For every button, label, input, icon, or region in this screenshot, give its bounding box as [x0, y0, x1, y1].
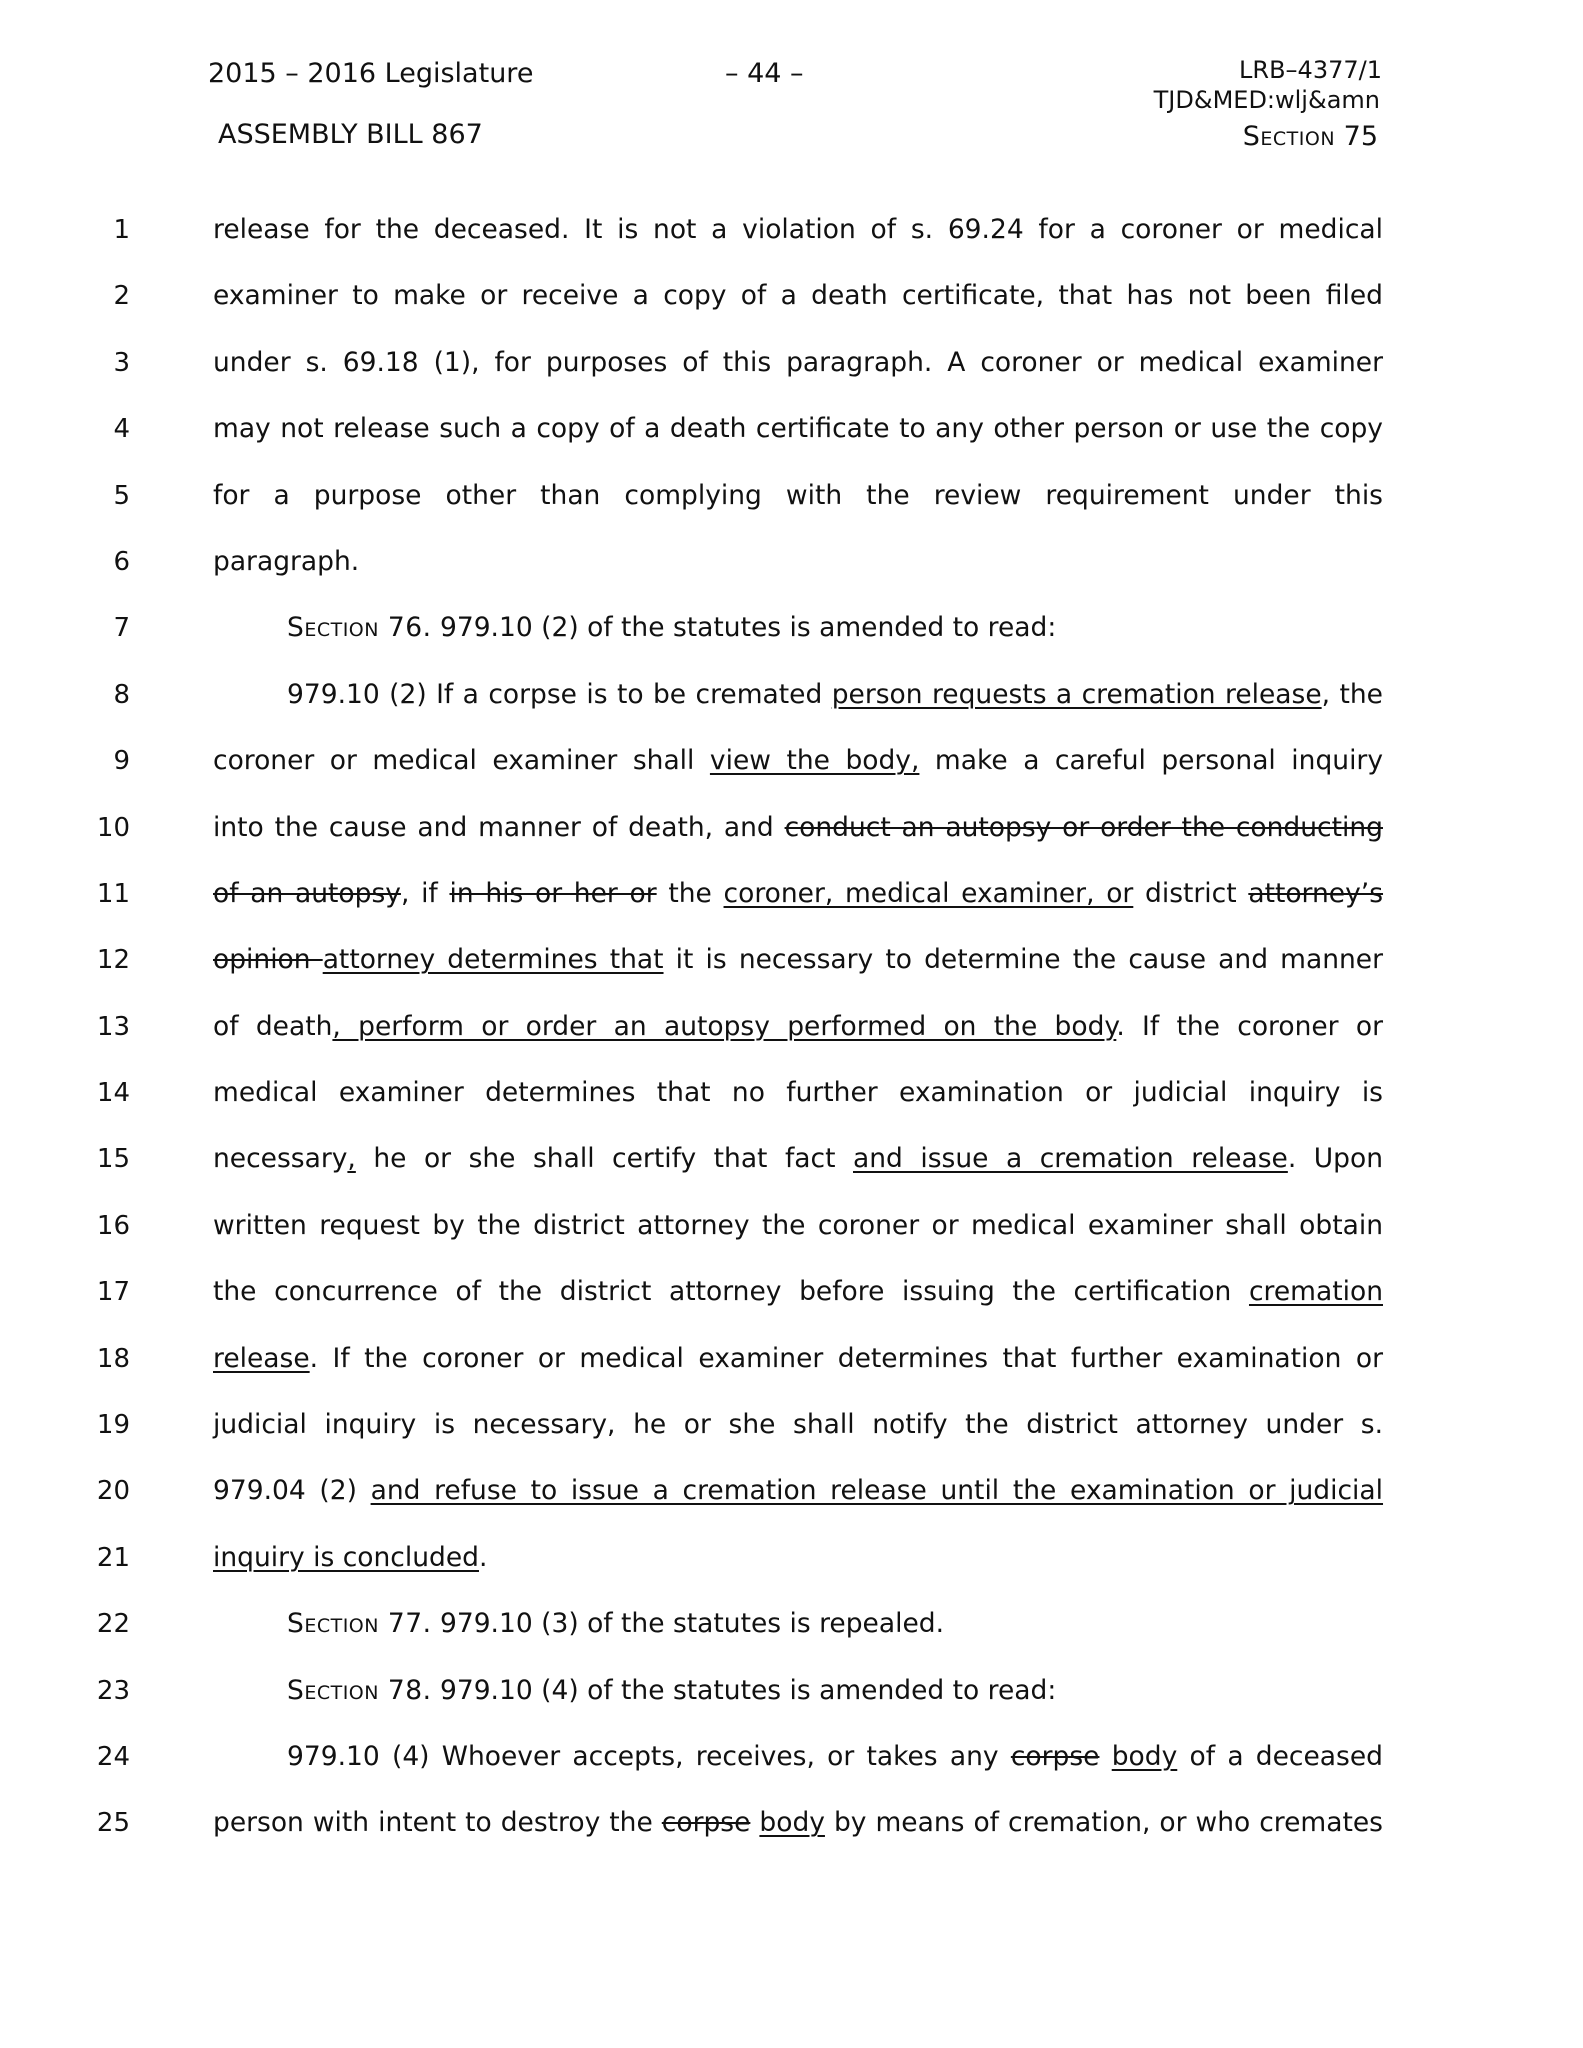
line-text [213, 1609, 1383, 1639]
line-number: 15 [96, 1144, 130, 1175]
deleted-text: of an autopsy [213, 877, 401, 909]
text-segment: . If the coroner or [1116, 1010, 1383, 1042]
line-text [213, 680, 1383, 710]
line-text [213, 1476, 1383, 1506]
line-text [213, 547, 1383, 577]
text-segment: 979.10 (4) Whoever accepts, receives, or takes any [287, 1740, 1011, 1772]
text-segment: 979.10 (4) of the statutes is amended to read: [431, 1674, 1057, 1706]
inserted-text: and issue a cremation release [853, 1143, 1288, 1175]
text-line [0, 680, 1583, 746]
lrb-number: LRB–4377/1 [1239, 56, 1382, 84]
text-line [0, 1078, 1583, 1144]
text-line [0, 613, 1583, 679]
text-line [0, 348, 1583, 414]
deleted-text: corpse [661, 1807, 751, 1839]
text-line [0, 1144, 1583, 1210]
line-number: 1 [113, 215, 130, 245]
text-segment: he or she shall certify that fact [355, 1143, 853, 1175]
inserted-text: and refuse to issue a cremation release until the examination or judicial [370, 1475, 1384, 1507]
inserted-text: inquiry is concluded [213, 1541, 479, 1573]
line-number: 19 [96, 1410, 130, 1441]
line-text [213, 879, 1383, 909]
text-segment: examiner to make or receive a copy of a death certificate, that has not been filed [213, 280, 1383, 312]
page-number: – 44 – [725, 58, 804, 89]
text-segment: under s. 69.18 (1), for purposes of this paragraph. A coroner or medical examiner [213, 346, 1383, 378]
section-label: Section 76. [287, 612, 432, 644]
line-text [213, 1211, 1383, 1241]
line-text [213, 1742, 1383, 1772]
line-text [213, 1277, 1383, 1307]
text-line [0, 414, 1583, 480]
inserted-text: , perform or order an autopsy performed on the body [332, 1010, 1117, 1042]
text-segment: written request by the district attorney the coroner or medical examiner shall obtain [213, 1209, 1383, 1241]
text-segment: medical examiner determines that no further examination or judicial inquiry is [213, 1077, 1383, 1109]
line-number: 12 [96, 945, 130, 976]
line-text [213, 1078, 1383, 1108]
line-number: 2 [113, 281, 130, 312]
text-line [0, 1476, 1583, 1542]
deleted-text: attorney’s [1248, 877, 1384, 909]
text-line [0, 1808, 1583, 1874]
line-number: 6 [113, 546, 130, 577]
text-segment: into the cause and manner of death, and [213, 811, 785, 843]
section-word: Section [1242, 121, 1336, 152]
text-line [0, 1609, 1583, 1675]
bill-text-body [0, 215, 1583, 1875]
text-line [0, 1277, 1583, 1343]
text-segment: make a careful personal inquiry [919, 745, 1384, 777]
line-number: 11 [96, 878, 130, 909]
text-segment: paragraph. [213, 545, 360, 577]
line-text [213, 746, 1383, 776]
inserted-text: person requests a cremation release [831, 678, 1322, 710]
section-header [1243, 123, 1378, 150]
text-segment: district [1133, 877, 1249, 909]
text-segment: , the [1321, 678, 1383, 710]
text-segment: the concurrence of the district attorney before issuing the certification [213, 1276, 1249, 1308]
text-line [0, 879, 1583, 945]
text-segment: coroner or medical examiner shall [213, 745, 710, 777]
text-segment: , if [400, 877, 450, 909]
text-line [0, 1676, 1583, 1742]
section-label: Section 78. [287, 1674, 432, 1706]
text-segment: necessary [213, 1143, 348, 1175]
line-text [213, 1410, 1383, 1440]
line-text [213, 813, 1383, 843]
inserted-text: coroner, medical examiner, or [723, 877, 1134, 909]
line-text [213, 414, 1383, 444]
text-segment: 979.10 (3) of the statutes is repealed. [431, 1608, 944, 1640]
text-segment: for a purpose other than complying with the review requirement under this [213, 479, 1383, 511]
text-line [0, 1543, 1583, 1609]
line-number: 9 [113, 746, 130, 777]
line-number: 5 [113, 480, 130, 511]
line-text [213, 613, 1383, 643]
text-line [0, 281, 1583, 347]
text-segment: person with intent to destroy the [213, 1807, 662, 1839]
inserted-text: attorney determines that [322, 944, 664, 976]
line-number: 4 [113, 414, 130, 445]
line-number: 3 [113, 347, 130, 378]
legislature-session: 2015 – 2016 Legislature [208, 58, 534, 89]
deleted-text: in his or her or [449, 877, 657, 909]
line-text [213, 281, 1383, 311]
text-segment: 979.04 (2) [213, 1475, 371, 1507]
text-line [0, 746, 1583, 812]
text-line [0, 1211, 1583, 1277]
text-segment: of a deceased [1177, 1740, 1383, 1772]
text-segment: . Upon [1287, 1143, 1384, 1175]
line-number: 8 [113, 679, 130, 710]
line-text [213, 348, 1383, 378]
section-label: Section 77. [287, 1608, 432, 1640]
line-text [213, 1144, 1383, 1174]
text-line [0, 481, 1583, 547]
line-text [213, 1543, 1383, 1573]
line-text [213, 481, 1383, 511]
line-number: 20 [96, 1476, 130, 1507]
line-number: 23 [96, 1675, 130, 1706]
text-line [0, 547, 1583, 613]
text-segment: it is necessary to determine the cause and manner [663, 944, 1383, 976]
line-number: 16 [96, 1210, 130, 1241]
inserted-text: release [213, 1342, 310, 1374]
inserted-text: view the body, [709, 745, 920, 777]
inserted-text: cremation [1248, 1276, 1383, 1308]
bill-title: ASSEMBLY BILL 867 [218, 119, 483, 150]
line-text [213, 215, 1383, 245]
line-text [213, 1676, 1383, 1706]
drafter-initials: TJD&MED:wlj&amn [1153, 86, 1380, 114]
line-number: 14 [96, 1078, 130, 1109]
text-segment: release for the deceased. It is not a violation of s. 69.24 for a coroner or medical [213, 214, 1383, 245]
deleted-text: opinion [213, 944, 323, 976]
line-number: 13 [96, 1011, 130, 1042]
line-number: 10 [96, 812, 130, 843]
text-segment: of death [213, 1010, 333, 1042]
inserted-text: body [759, 1807, 825, 1839]
text-segment: . If the coroner or medical examiner determines that further examination or [309, 1342, 1383, 1374]
text-segment: by means of cremation, or who cremates [824, 1807, 1383, 1839]
line-text [213, 945, 1383, 975]
text-line [0, 1344, 1583, 1410]
inserted-text: , [347, 1143, 356, 1175]
line-text [213, 1344, 1383, 1374]
line-number: 22 [96, 1609, 130, 1640]
text-segment: judicial inquiry is necessary, he or she shall notify the district attorney under s. [213, 1409, 1383, 1441]
line-text [213, 1808, 1383, 1838]
text-segment: 979.10 (2) If a corpse is to be cremated [287, 678, 832, 710]
inserted-text: body [1111, 1740, 1178, 1772]
line-number: 25 [96, 1808, 130, 1839]
line-number: 7 [113, 613, 130, 644]
text-line [0, 1742, 1583, 1808]
text-line [0, 1410, 1583, 1476]
text-segment: may not release such a copy of a death certificate to any other person or use the copy [213, 413, 1383, 445]
text-line [0, 215, 1583, 281]
line-text [213, 1012, 1383, 1042]
text-line [0, 813, 1583, 879]
text-segment: . [478, 1541, 488, 1573]
deleted-text: corpse [1010, 1740, 1100, 1772]
line-number: 24 [96, 1741, 130, 1772]
line-number: 18 [96, 1343, 130, 1374]
line-number: 17 [96, 1277, 130, 1308]
text-line [0, 945, 1583, 1011]
section-number: 75 [1343, 121, 1378, 152]
text-line [0, 1012, 1583, 1078]
line-number: 21 [96, 1542, 130, 1573]
text-segment [1099, 1741, 1111, 1772]
text-segment: 979.10 (2) of the statutes is amended to read: [431, 612, 1057, 644]
deleted-text: conduct an autopsy or order the conducting [784, 811, 1383, 843]
text-segment: the [656, 877, 724, 909]
